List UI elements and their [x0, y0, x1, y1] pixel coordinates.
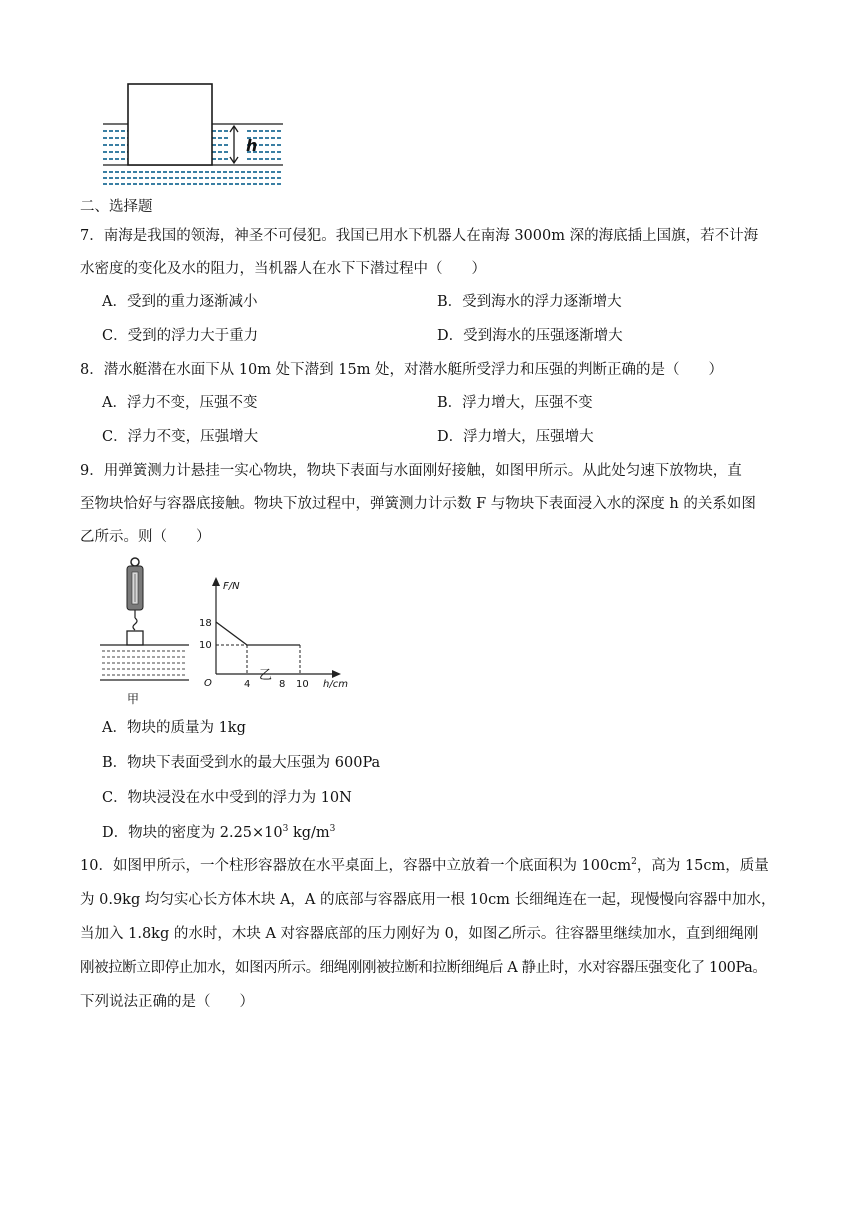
- x-tick-4: 4: [244, 679, 251, 688]
- q7-option-d[interactable]: D．受到海水的压强逐渐增大: [437, 328, 623, 344]
- q8-option-c[interactable]: C．浮力不变，压强增大: [102, 429, 259, 445]
- q9-option-d-unit: kg/m: [288, 825, 330, 841]
- spring-scale-figure: [96, 556, 196, 708]
- q7-stem-line-2: 水密度的变化及水的阻力，当机器人在水下下潜过程中（ ）: [80, 261, 486, 277]
- height-arrow: [230, 126, 238, 163]
- q10-line1-part-a: 10．如图甲所示，一个柱形容器放在水平桌面上，容器中立放着一个底面积为 100cm: [80, 858, 632, 874]
- q8-option-a[interactable]: A．浮力不变，压强不变: [102, 395, 258, 411]
- q9-stem-line-2: 至物块恰好与容器底接触。物块下放过程中，弹簧测力计示数 F 与物块下表面浸入水的深度 h 的关系如图: [80, 496, 756, 512]
- q9-option-b[interactable]: B．物块下表面受到水的最大压强为 600Pa: [102, 755, 381, 771]
- q10-line1-superscript: 2: [631, 857, 637, 868]
- floating-block: [128, 84, 212, 165]
- x-axis-arrow: [332, 670, 341, 678]
- q7-stem-line-1: 7．南海是我国的领海，神圣不可侵犯。我国已用水下机器人在南海 3000m 深的海底插上国旗，若不计海: [80, 228, 759, 244]
- q7-option-c[interactable]: C．受到的浮力大于重力: [102, 328, 259, 344]
- spring-scale: [127, 558, 143, 630]
- y-axis-label: F/N: [223, 581, 240, 592]
- force-curve: [216, 622, 300, 645]
- force-depth-graph: [196, 576, 356, 688]
- q9-option-c[interactable]: C．物块浸没在水中受到的浮力为 10N: [102, 790, 352, 806]
- q9-option-d[interactable]: [102, 823, 335, 843]
- q9-option-d-unit-exponent: 3: [329, 824, 336, 835]
- figure-yi-label: 乙: [259, 668, 273, 683]
- q10-stem-line-3: 当加入 1.8kg 的水时，木块 A 对容器底部的压力刚好为 0，如图乙所示。往容器里继续加水，直到细绳刚: [80, 926, 759, 942]
- q10-stem-line-4: 刚被拉断立即停止加水，如图丙所示。细绳刚刚被拉断和拉断细绳后 A 静止时，水对容器压强变化了 100Pa。: [80, 960, 767, 976]
- figure-jia-label: 甲: [127, 692, 140, 706]
- q10-stem-line-1: [80, 856, 769, 876]
- y-tick-18: 18: [199, 618, 212, 629]
- y-tick-10: 10: [199, 640, 212, 651]
- floating-block-figure: [100, 82, 290, 190]
- q9-option-d-exponent: 3: [282, 824, 289, 835]
- y-axis-arrow: [212, 577, 220, 586]
- q8-stem-line-1: 8．潜水艇潜在水面下从 10m 处下潜到 15m 处，对潜水艇所受浮力和压强的判断正确的是（ ）: [80, 362, 724, 378]
- x-axis-label: h/cm: [323, 679, 348, 688]
- q8-option-d[interactable]: D．浮力增大，压强增大: [437, 429, 594, 445]
- q9-stem-line-1: 9．用弹簧测力计悬挂一实心物块，物块下表面与水面刚好接触，如图甲所示。从此处匀速下放物块，直: [80, 463, 742, 479]
- q10-stem-line-2: 为 0.9kg 均匀实心长方体木块 A，A 的底部与容器底用一根 10cm 长细绳连在一起，现慢慢向容器中加水，: [80, 892, 776, 908]
- origin-label: O: [204, 678, 212, 688]
- q8-option-b[interactable]: B．浮力增大，压强不变: [437, 395, 593, 411]
- q9-option-d-text: D．物块的密度为 2.25×10: [102, 825, 283, 841]
- q9-option-a[interactable]: A．物块的质量为 1kg: [102, 720, 246, 736]
- q10-line1-part-b: ，高为 15cm，质量: [636, 858, 769, 874]
- x-tick-8: 8: [279, 679, 286, 688]
- q9-stem-line-3: 乙所示。则（ ）: [80, 529, 211, 545]
- q7-option-a[interactable]: A．受到的重力逐渐减小: [102, 294, 258, 310]
- x-tick-10: 10: [296, 679, 309, 688]
- section-title: 二、选择题: [80, 199, 153, 215]
- height-label: h: [246, 136, 258, 155]
- q7-option-b[interactable]: B．受到海水的浮力逐渐增大: [437, 294, 622, 310]
- q10-stem-line-5: 下列说法正确的是（ ）: [80, 994, 254, 1010]
- water-container: [100, 645, 189, 680]
- hanging-block: [127, 631, 143, 645]
